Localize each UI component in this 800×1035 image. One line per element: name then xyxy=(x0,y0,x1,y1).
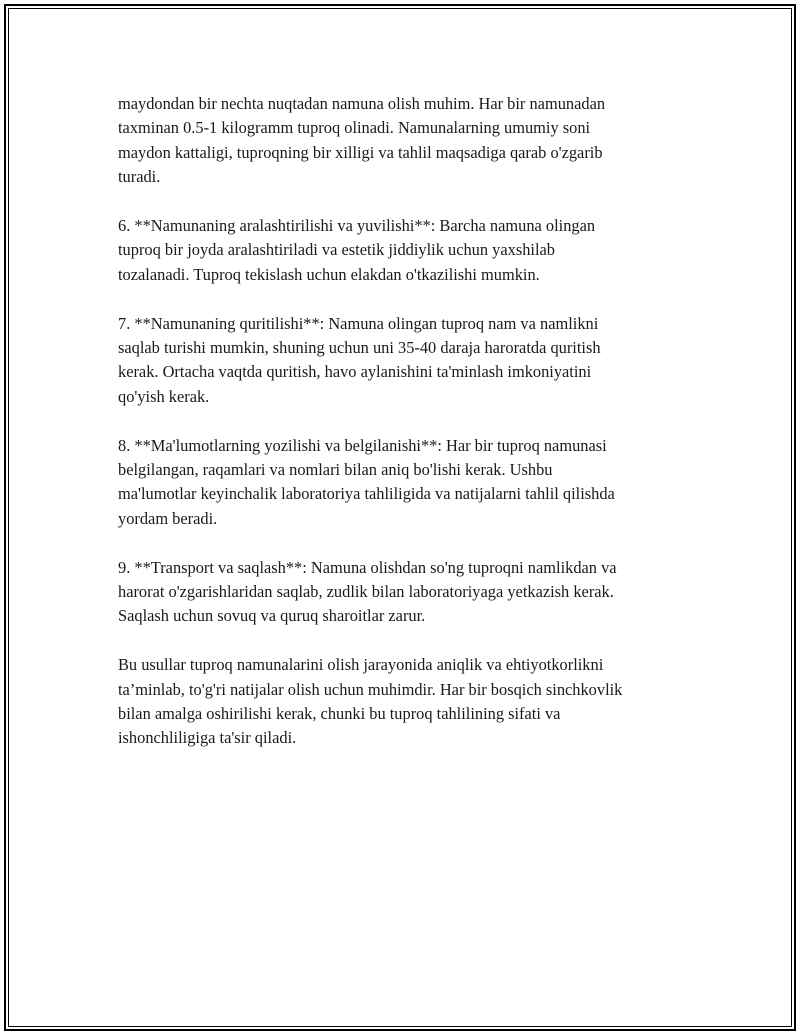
paragraph-conclusion xyxy=(118,653,698,751)
text-line: yordam beradi. xyxy=(118,508,218,528)
text-line: ta’minlab, to'g'ri natijalar olish uchun muhimdir. Har bir bosqich sinchkovlik xyxy=(118,679,623,699)
text-line: 7. **Namunaning quritilishi**: Namuna olingan tuproq nam va namlikni xyxy=(118,313,599,333)
text-line: ishonchliligiga ta'sir qiladi. xyxy=(118,728,297,748)
text-line: harorat o'zgarishlaridan saqlab, zudlik bilan laboratoriyaga yetkazish kerak. xyxy=(118,582,614,602)
paragraph-intro xyxy=(118,92,698,190)
text-line: Saqlash uchun sovuq va quruq sharoitlar zarur. xyxy=(118,606,426,626)
paragraph-step-6 xyxy=(118,214,698,287)
text-line: turadi. xyxy=(118,167,161,187)
document-body xyxy=(118,92,698,775)
text-line: 9. **Transport va saqlash**: Namuna olishdan so'ng tuproqni namlikdan va xyxy=(118,557,617,577)
text-line: belgilangan, raqamlari va nomlari bilan aniq bo'lishi kerak. Ushbu xyxy=(118,460,553,480)
text-line: tuproq bir joyda aralashtiriladi va estetik jiddiylik uchun yaxshilab xyxy=(118,240,555,260)
paragraph-step-9 xyxy=(118,556,698,629)
text-line: ma'lumotlar keyinchalik laboratoriya tahliligida va natijalarni tahlil qilishda xyxy=(118,484,615,504)
text-line: qo'yish kerak. xyxy=(118,386,210,406)
text-line: saqlab turishi mumkin, shuning uchun uni 35-40 daraja haroratda quritish xyxy=(118,338,601,358)
text-line: kerak. Ortacha vaqtda quritish, havo aylanishini ta'minlash imkoniyatini xyxy=(118,362,592,382)
paragraph-step-7 xyxy=(118,312,698,410)
text-line: Bu usullar tuproq namunalarini olish jarayonida aniqlik va ehtiyotkorlikni xyxy=(118,655,604,675)
paragraph-step-8 xyxy=(118,434,698,532)
text-line: maydondan bir nechta nuqtadan namuna olish muhim. Har bir namunadan xyxy=(118,94,606,113)
text-line: taxminan 0.5-1 kilogramm tuproq olinadi. Namunalarning umumiy soni xyxy=(118,118,591,138)
text-line: 6. **Namunaning aralashtirilishi va yuvilishi**: Barcha namuna olingan xyxy=(118,216,596,236)
text-line: bilan amalga oshirilishi kerak, chunki bu tuproq tahlilining sifati va xyxy=(118,704,561,724)
text-line: 8. **Ma'lumotlarning yozilishi va belgilanishi**: Har bir tuproq namunasi xyxy=(118,435,607,455)
text-line: maydon kattaligi, tuproqning bir xilligi va tahlil maqsadiga qarab o'zgarib xyxy=(118,142,603,162)
text-line: tozalanadi. Tuproq tekislash uchun elakdan o'tkazilishi mumkin. xyxy=(118,264,540,284)
